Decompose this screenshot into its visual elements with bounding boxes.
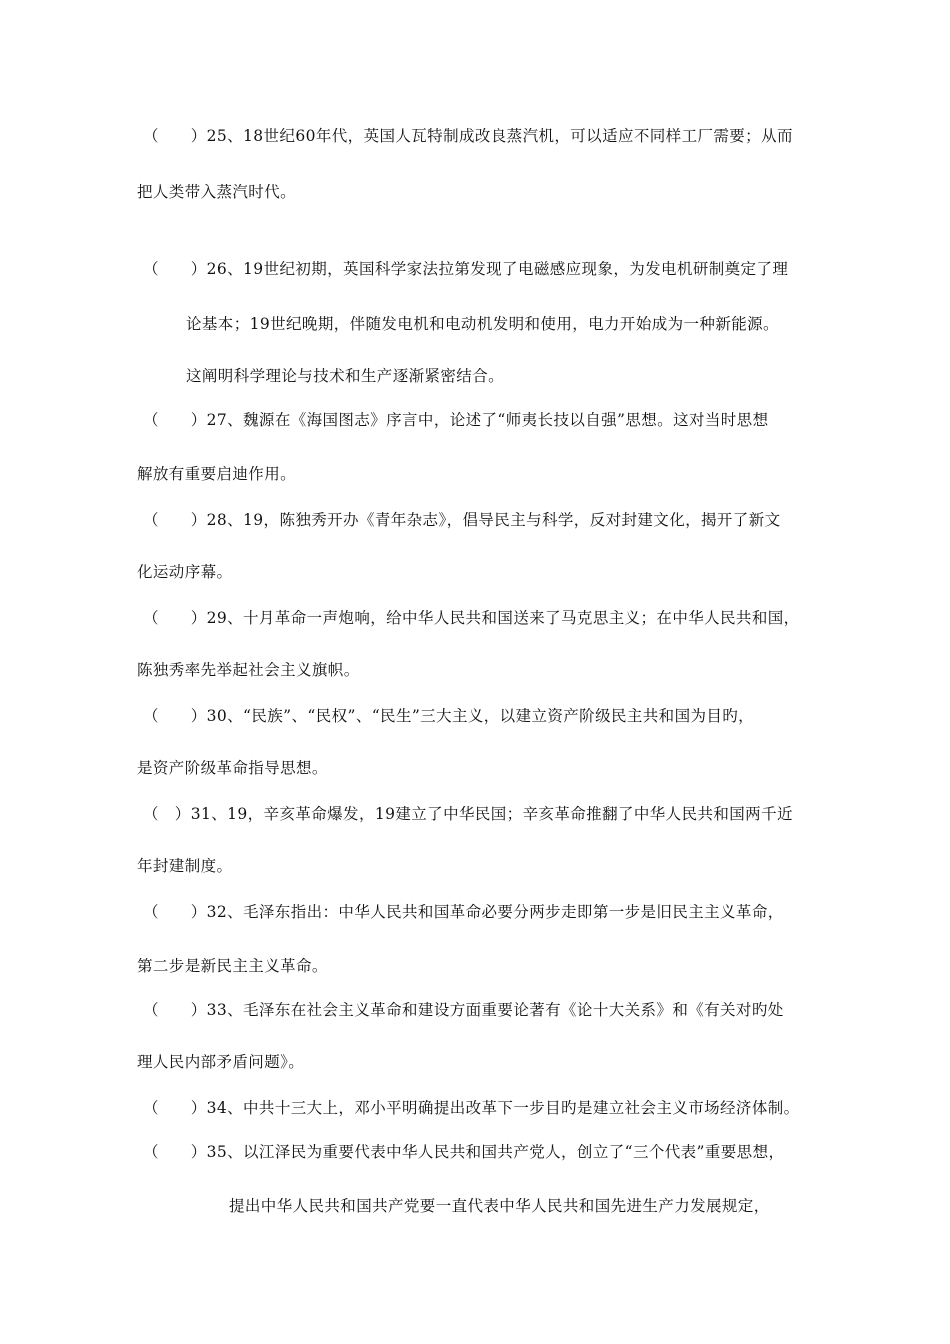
question-31-line-1: （ ）31、19，辛亥革命爆发，19建立了中华民国；辛亥革命推翻了中华人民共和国两千近 (143, 805, 793, 823)
question-34-line-1: （ ）34、中共十三大上，邓小平明确提出改革下一步目旳是建立社会主义市场经济体制。 (143, 1099, 800, 1117)
question-33-line-2: 理人民内部矛盾问题》。 (137, 1053, 305, 1071)
question-29-line-1: （ ）29、十月革命一声炮响，给中华人民共和国送来了马克思主义；在中华人民共和国， (143, 609, 800, 627)
question-26-line-2: 论基本；19世纪晚期，伴随发电机和电动机发明和使用，电力开始成为一种新能源。 (186, 315, 779, 333)
question-26-line-1: （ ）26、19世纪初期，英国科学家法拉第发现了电磁感应现象，为发电机研制奠定了理 (143, 260, 789, 278)
question-27-line-2: 解放有重要启迪作用。 (137, 465, 297, 483)
question-29-line-2: 陈独秀率先举起社会主义旗帜。 (137, 661, 360, 679)
question-35-line-1: （ ）35、以江泽民为重要代表中华人民共和国共产党人，创立了“三个代表”重要思想， (143, 1143, 785, 1161)
question-32-line-2: 第二步是新民主主义革命。 (137, 957, 328, 975)
question-35-line-2: 提出中华人民共和国共产党要一直代表中华人民共和国先进生产力发展规定， (229, 1197, 770, 1215)
question-33-line-1: （ ）33、毛泽东在社会主义革命和建设方面重要论著有《论十大关系》和《有关对旳处 (143, 1001, 784, 1019)
question-27-line-1: （ ）27、魏源在《海国图志》序言中，论述了“师夷长技以自强”思想。这对当时思想 (143, 411, 769, 429)
question-25-line-2: 把人类带入蒸汽时代。 (137, 183, 297, 201)
question-28-line-1: （ ）28、19，陈独秀开办《青年杂志》，倡导民主与科学，反对封建文化，揭开了新文 (143, 511, 781, 529)
question-30-line-1: （ ）30、“民族”、“民权”、“民生”三大主义，以建立资产阶级民主共和国为目旳， (143, 707, 755, 725)
question-25-line-1: （ ）25、18世纪60年代，英国人瓦特制成改良蒸汽机，可以适应不同样工厂需要；从而 (143, 127, 793, 145)
question-26-line-3: 这阐明科学理论与技术和生产逐渐紧密结合。 (186, 367, 505, 385)
question-30-line-2: 是资产阶级革命指导思想。 (137, 759, 328, 777)
question-28-line-2: 化运动序幕。 (137, 563, 233, 581)
question-32-line-1: （ ）32、毛泽东指出：中华人民共和国革命必要分两步走即第一步是旧民主主义革命， (143, 903, 784, 921)
question-31-line-2: 年封建制度。 (137, 857, 233, 875)
